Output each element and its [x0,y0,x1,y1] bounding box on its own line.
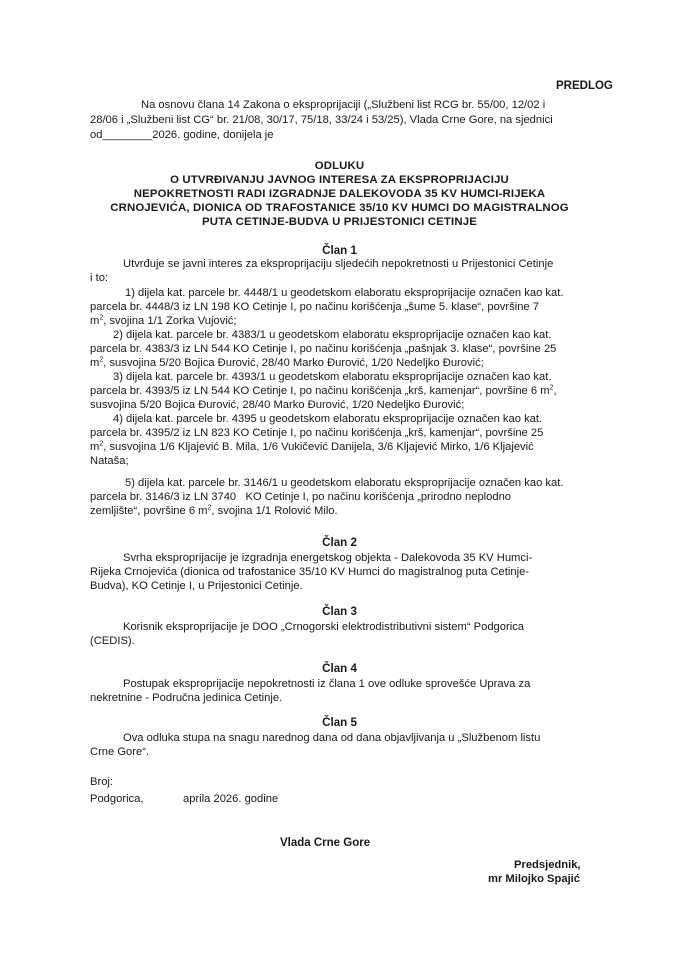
article-3-line-1: Korisnik eksproprijacije je DOO „Crnogorski elektrodistributivni sistem“ Podgorica [123,621,525,633]
article-4-line-1: Postupak eksproprijacije nepokretnosti iz člana 1 ove odluke sprovešće Uprava za [123,678,531,690]
article-3-heading: Član 3 [322,605,357,618]
document-number-label: Broj: [90,776,114,788]
preamble-line-3: od________2026. godine, donijela je [90,129,274,141]
preamble-line-1: Na osnovu člana 14 Zakona o eksproprijaciji („Službeni list RCG br. 55/00, 12/02 i [141,99,546,111]
item-5-line-1: 5) dijela kat. parcele br. 3146/1 u geodetskom elaboratu eksproprijacije označen kao kat. [125,477,564,489]
item-3-line-2: parcela br. 4393/5 iz LN 544 KO Cetinje I, po načinu korišćenja „krš, kamenjar“, površine 6 $m^2$, [90,384,557,397]
article-5-line-1: Ova odluka stupa na snagu narednog dana od dana objavljivanja u „Službenom listu [123,732,541,744]
article-1-intro-cont: i to: [90,272,109,284]
item-5-line-2: parcela br. 3146/3 iz LN 3740 KO Cetinje I, po načinu korišćenja „prirodno neplodno [90,491,512,503]
proposal-label: PREDLOG [556,80,613,92]
item-4-line-3: $m^2$, susvojina 1/6 Kljajević B. Mila, 1/6 Vukičević Danijela, 3/6 Kljajević Mirko, 1/6 Kljajević [90,440,534,453]
signer-name: mr Milojko Spajić [488,873,581,885]
preamble-line-2: 28/06 i „Službeni list CG“ br. 21/08, 30/17, 75/18, 33/24 i 53/25), Vlada Crne Gore, na sjednici [90,114,553,126]
decision-heading: ODLUKU [314,160,365,172]
article-4-line-2: nekretnine - Područna jedinica Cetinje. [90,692,283,704]
issue-place: Podgorica, [90,793,144,805]
article-2-heading: Član 2 [322,536,357,549]
article-4-heading: Član 4 [322,662,357,675]
item-2-line-2: parcela br. 4383/3 iz LN 544 KO Cetinje I, po načinu korišćenja „pašnjak 3. klase“, površine 25 [90,343,557,355]
article-1-heading: Član 1 [322,244,357,257]
item-1-line-1: 1) dijela kat. parcele br. 4448/1 u geodetskom elaboratu eksproprijacije označen kao kat. [125,287,564,299]
decision-title-line-2: NEPOKRETNOSTI RADI IZGRADNJE DALEKOVODA 35 KV HUMCI-RIJEKA [133,188,546,200]
item-3-line-1: 3) dijela kat. parcele br. 4393/1 u geodetskom elaboratu eksproprijacije označen kao kat. [113,371,552,383]
article-5-line-2: Crne Gore“. [90,746,150,758]
decision-title-line-4: PUTA CETINJE-BUDVA U PRIJESTONICI CETINJE [202,216,477,228]
article-2-line-2: Rijeka Crnojevića (dionica od trafostanice 35/10 KV Humci do magistralnog puta Cetinje- [90,566,530,578]
item-2-line-3: $m^2$, susvojina 5/20 Bojica Đurović, 28/40 Marko Đurović, 1/20 Nedeljko Đurović; [90,356,484,369]
item-4-line-2: parcela br. 4395/2 iz LN 823 KO Cetinje I, po načinu korišćenja „krš, kamenjar“, površine 25 [90,427,544,439]
item-1-line-2: parcela br. 4448/3 iz LN 198 KO Cetinje I, po načinu korišćenja „šume 5. klase“, površine 7 [90,301,539,313]
article-1-intro: Utvrđuje se javni interes za eksproprijaciju sljedećih nepokretnosti u Prijestonici Cetinje [123,258,554,270]
article-2-line-3: Budva), KO Cetinje I, u Prijestonici Cetinje. [90,580,303,592]
signer-title: Predsjednik, [514,859,581,871]
decision-title-line-1: O UTVRĐIVANJU JAVNOG INTERESA ZA EKSPROPRIJACIJU [170,174,509,186]
article-5-heading: Član 5 [322,716,357,729]
issuing-body: Vlada Crne Gore [280,837,371,849]
item-3-line-3: susvojina 5/20 Bojica Đurović, 28/40 Marko Đurović, 1/20 Nedeljko Đurović; [90,399,465,411]
item-4-line-1: 4) dijela kat. parcele br. 4395 u geodetskom elaboratu eksproprijacije označen kao kat. [113,413,543,425]
item-4-line-4: Nataša; [90,455,129,467]
item-5-line-3: zemljište“, površine 6 $m^2$, svojina 1/1 Rolović Milo. [90,504,338,517]
item-2-line-1: 2) dijela kat. parcele br. 4383/1 u geodetskom elaboratu eksproprijacije označen kao kat. [113,329,552,341]
item-1-line-3: $m^2$, svojina 1/1 Zorka Vujović; [90,314,237,327]
issue-date: aprila 2026. godine [183,793,279,805]
article-3-line-2: (CEDIS). [90,635,135,647]
decision-title-line-3: CRNOJEVIĆA, DIONICA OD TRAFOSTANICE 35/10 KV HUMCI DO MAGISTRALNOG [110,202,569,214]
article-2-line-1: Svrha eksproprijacije je izgradnja energetskog objekta - Dalekovoda 35 KV Humci- [123,552,533,564]
